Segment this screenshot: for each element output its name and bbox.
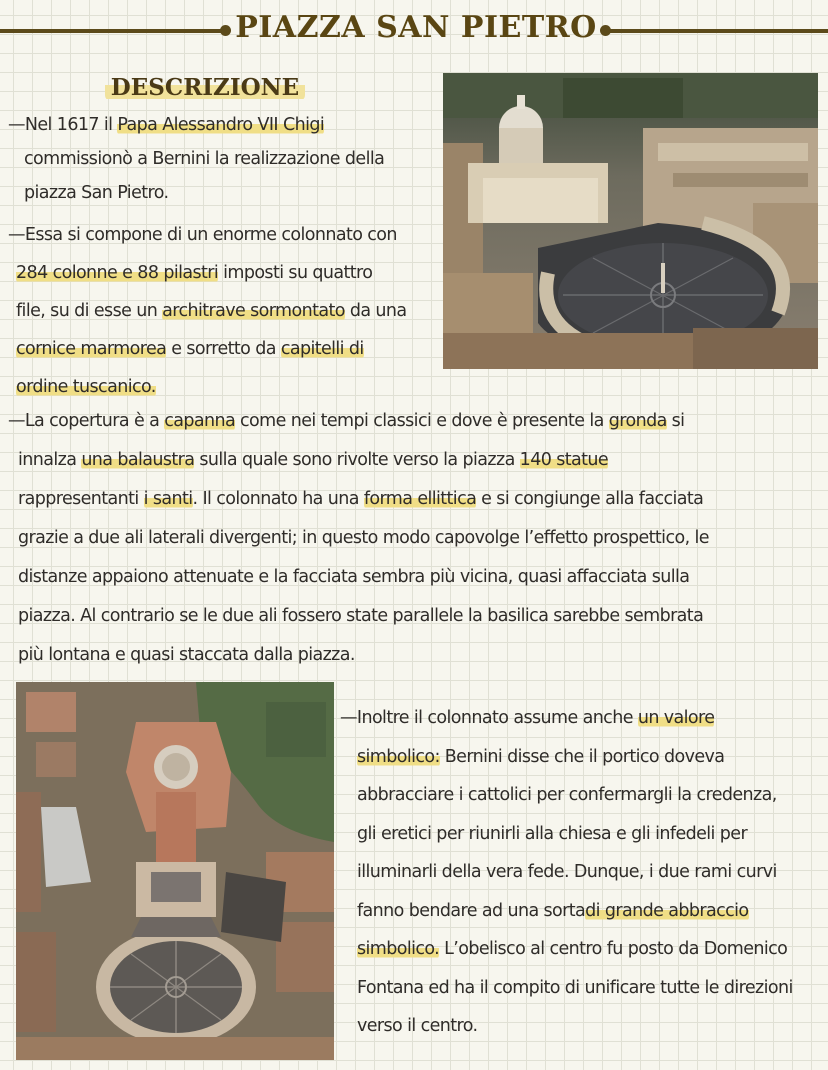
p2-line-4 xyxy=(8,330,440,368)
p3-text-d: innalza xyxy=(18,450,82,470)
p4-line-7 xyxy=(340,930,825,969)
p3-line-7: più lontana e quasi staccata dalla piazza. xyxy=(18,645,355,665)
p1-line-1 xyxy=(8,108,438,142)
p2-highlight-architrave: architrave sormontato xyxy=(162,301,345,321)
p4-line-8: Fontana ed ha il compito di unificare tutte le direzioni xyxy=(357,977,793,998)
p3-highlight-capanna: capanna xyxy=(164,411,236,431)
p2-text-b: imposti su quattro xyxy=(218,263,373,283)
satellite-photo-vatican xyxy=(16,682,334,1060)
p1-highlight-pope: Papa Alessandro VII Chigi xyxy=(117,115,325,135)
p3-line-4: grazie a due ali laterali divergenti; in questo modo capovolge l’effetto prospettico, le xyxy=(18,528,709,548)
p3-line-1 xyxy=(8,402,823,441)
p3-text-a: —La copertura è a xyxy=(8,411,165,431)
p4-text-f: fanno bendare ad una sorta xyxy=(357,900,586,921)
title-rule-left xyxy=(0,29,225,33)
p4-line-5: illuminarli della vera fede. Dunque, i due rami curvi xyxy=(357,862,777,882)
p4-line-4: gli eretici per riunirli alla chiesa e gli infedeli per xyxy=(357,823,748,844)
p2-line-2 xyxy=(8,254,440,292)
p3-line-5: distanze appaiono attenuate e la facciata sembra più vicina, quasi affacciata sulla xyxy=(18,567,690,587)
p4-line-2 xyxy=(340,738,825,777)
p3-line-2 xyxy=(8,441,823,480)
p2-line-1: —Essa si compone di un enorme colonnato con xyxy=(8,225,397,245)
p4-highlight-abbraccio: di grande abbraccio xyxy=(585,900,749,921)
section-heading-text: DESCRIZIONE xyxy=(105,74,305,101)
p4-line-6 xyxy=(340,892,825,931)
p1-line-3: piazza San Pietro. xyxy=(24,183,169,203)
section-heading xyxy=(100,73,310,103)
paragraph-2 xyxy=(8,216,440,406)
title-rule-right xyxy=(606,29,828,33)
p3-text-c: si xyxy=(666,411,685,431)
p4-highlight-simbolico: simbolico: xyxy=(357,746,440,767)
p3-line-3 xyxy=(8,480,823,519)
p3-highlight-gronda: gronda xyxy=(608,411,667,431)
p3-highlight-santi: i santi xyxy=(143,489,193,509)
p2-highlight-capitelli: capitelli di xyxy=(280,339,364,359)
p3-text-g: . Il colonnato ha una xyxy=(192,489,364,509)
p3-line-6: piazza. Al contrario se le due ali fossero state parallele la basilica sarebbe sembrata xyxy=(18,606,704,626)
page-title: PIAZZA SAN PIETRO xyxy=(235,10,597,45)
p3-highlight-balaustra: una balaustra xyxy=(81,450,195,470)
p2-highlight-cornice: cornice marmorea xyxy=(16,339,167,359)
p2-highlight-ordine: ordine tuscanico. xyxy=(16,377,156,397)
p3-text-e: sulla quale sono rivolte verso la piazza xyxy=(194,450,520,470)
title-row xyxy=(0,8,828,48)
p2-highlight-columns: 284 colonne e 88 pilastri xyxy=(16,263,219,283)
p2-line-3 xyxy=(8,292,440,330)
p3-highlight-statue: 140 statue xyxy=(519,450,609,470)
p4-highlight-simbolico-2: simbolico. xyxy=(357,939,440,959)
paragraph-4 xyxy=(340,699,825,1046)
p2-text-c: file, su di esse un xyxy=(16,301,163,321)
p1-text-a: —Nel 1617 il xyxy=(8,115,118,135)
p3-highlight-ellittica: forma ellittica xyxy=(363,489,477,509)
p2-line-5 xyxy=(8,368,440,406)
aerial-photo-piazza xyxy=(443,73,818,369)
p1-line-2: commissionò a Bernini la realizzazione della xyxy=(24,149,385,169)
p4-line-1 xyxy=(340,699,825,738)
p4-line-9: verso il centro. xyxy=(357,1016,478,1036)
p2-text-e: e sorretto da xyxy=(166,339,281,359)
p2-text-d: da una xyxy=(344,301,407,321)
p4-text-a: —Inoltre il colonnato assume anche xyxy=(340,708,638,728)
p4-text-b: Bernini disse che il portico doveva xyxy=(439,746,725,767)
paragraph-1 xyxy=(8,108,438,210)
p4-text-g: L’obelisco al centro fu posto da Domenico xyxy=(439,939,788,959)
p4-highlight-valore: un valore xyxy=(637,708,715,728)
p3-text-h: e si congiunge alla facciata xyxy=(476,489,704,509)
p4-line-3: abbracciare i cattolici per confermargli la credenza, xyxy=(357,785,777,805)
paragraph-3 xyxy=(8,402,823,675)
p3-text-b: come nei tempi classici e dove è presente la xyxy=(235,411,609,431)
p3-text-f: rappresentanti xyxy=(18,489,144,509)
